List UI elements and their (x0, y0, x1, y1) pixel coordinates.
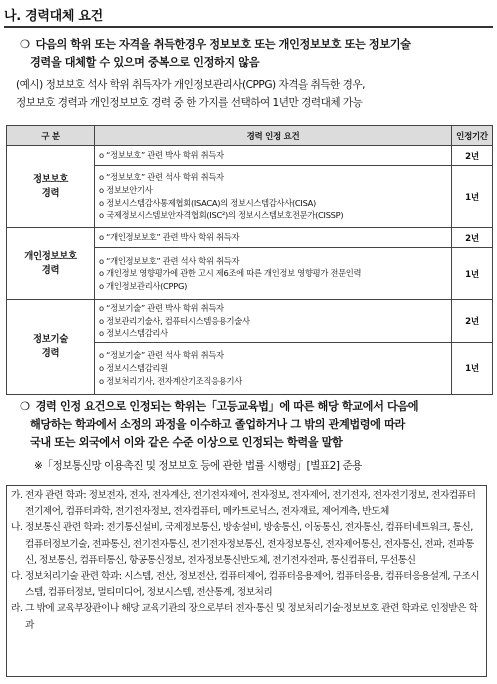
table-row (7, 228, 493, 248)
duration-cell: 2년 (452, 146, 493, 166)
department-entry-a: 가. 전자 관련 학과: 정보전자, 전자, 전자계산, 전기전자제어, 전자정보, 전자제어, 전기전자, 전자전기정보, 전자컴퓨터전기제어, 컴퓨터과학, 전기전자정보, 전자컴퓨터, 메카트로닉스, 전자재료, 제어계측, 반도체 (11, 490, 476, 518)
career-requirement-table (6, 125, 493, 395)
category-label: 정보기술 (32, 333, 69, 345)
requirement-cell (95, 146, 452, 166)
duration-cell: 1년 (452, 166, 493, 228)
category-label: 개인정보보호 (24, 250, 77, 262)
requirement-item: o “정보보호” 관련 박사 학위 취득자 (99, 150, 224, 161)
degree-line-1: 경력 인정 요건으로 인정되는 학위는「고등교육법」에 따른 해당 학교에서 다음에 (35, 400, 419, 413)
example-line-1: (예시) 정보보호 석사 학위 취득자가 개인정보관리사(CPPG) 자격을 취득한 경우, (16, 79, 365, 91)
requirement-item: o 개인정보관리사(CPPG) (99, 280, 188, 291)
requirement-item: o “개인정보보호” 관련 박사 학위 취득자 (99, 232, 240, 243)
requirement-cell (95, 228, 452, 248)
duration-cell: 2년 (452, 228, 493, 248)
requirement-cell (95, 166, 452, 228)
intro-example (16, 77, 494, 112)
requirement-item: o 정보시스템감리원 (99, 362, 168, 373)
table-header-row (7, 126, 493, 146)
intro-line-1: 다음의 학위 또는 자격을 취득한경우 정보보호 또는 개인정보보호 또는 정보기술 (35, 38, 411, 51)
intro-bullet (20, 36, 490, 72)
duration-cell: 1년 (452, 342, 493, 394)
degree-line-2: 해당하는 학과에서 소정의 과정을 이수하고 졸업하거나 그 밖의 관계법령에 따라 (30, 418, 405, 431)
department-entry-c: 다. 정보처리기술 관련 학과: 시스템, 전산, 정보전산, 컴퓨터제어, 컴퓨터응용제어, 컴퓨터응용, 컴퓨터응용설계, 구조시스템, 컴퓨터정보, 멀티미디어, 정보시스템, 전산통계, 정보처리 (11, 571, 480, 599)
circle-bullet-icon: ❍ (20, 38, 30, 51)
header-requirement: 경력 인정 요건 (95, 126, 452, 146)
category-label: 정보보호 (32, 173, 69, 185)
requirement-item: o “정보기술” 관련 석사 학위 취득자 (99, 350, 224, 361)
degree-line-3: 국내 또는 외국에서 이와 같은 수준 이상으로 인정되는 학력을 말함 (30, 436, 343, 449)
category-cell (7, 300, 95, 395)
requirement-item: o 정보보안기사 (99, 184, 153, 195)
requirement-cell (95, 300, 452, 343)
category-label: 경력 (41, 347, 60, 359)
title-underline (4, 26, 493, 28)
law-reference: ※「정보통신망 이용촉진 및 정보보호 등에 관한 법률 시행령」[별표2] 준용 (34, 460, 362, 472)
intro-line-2: 경력을 대체할 수 있으며 중복으로 인정하지 않음 (30, 56, 260, 69)
header-duration: 인정기간 (452, 126, 493, 146)
department-list-box (6, 485, 487, 677)
requirement-item: o 국제정보시스템보안자격협회(ISC²)의 정보시스템보호전문가(CISSP) (99, 210, 344, 221)
duration-cell: 2년 (452, 300, 493, 343)
table-row (7, 300, 493, 343)
table-row (7, 146, 493, 166)
requirement-item: o 개인정보 영향평가에 관한 고시 제6조에 따른 개인정보 영향평가 전문인력 (99, 268, 362, 279)
requirement-item: o “정보보호” 관련 석사 학위 취득자 (99, 172, 224, 183)
requirement-item: o “정보기술” 관련 박사 학위 취득자 (99, 303, 224, 313)
requirement-cell (95, 248, 452, 300)
header-category: 구 분 (7, 126, 95, 146)
requirement-item: o “개인정보보호” 관련 석사 학위 취득자 (99, 255, 240, 266)
requirement-item: o 정보시스템감리사 (99, 328, 168, 339)
circle-bullet-icon: ❍ (20, 400, 30, 413)
category-label: 경력 (41, 187, 60, 199)
example-line-2: 정보보호 경력과 개인정보보호 경력 중 한 가지를 선택하여 1년만 경력대체 가능 (16, 96, 363, 109)
requirement-item: o 정보관리기술사, 컴퓨터시스템응용기술사 (99, 315, 250, 326)
department-entry-d: 라. 그 밖에 교육부장관이나 해당 교육기관의 장으로부터 전자·통신 및 정보처리기술·정보보호 관련 학과로 인정받은 학과 (11, 603, 478, 631)
section-title: 나. 경력대체 요건 (4, 9, 103, 24)
duration-cell: 1년 (452, 248, 493, 300)
category-label: 경력 (41, 264, 60, 276)
requirement-cell (95, 342, 452, 394)
requirement-item: o 정보처리기사, 전자계산기조직응용기사 (99, 375, 242, 386)
requirement-item: o 정보시스템감사통제협회(ISACA)의 정보시스템감사사(CISA) (99, 197, 316, 208)
category-cell (7, 146, 95, 228)
degree-rule-bullet (20, 398, 490, 452)
department-entry-b: 나. 정보통신 관련 학과: 전기통신설비, 국제정보통신, 방송설비, 방송통신, 이동통신, 전자통신, 컴퓨터네트워크, 통신, 컴퓨터정보기술, 전파통신, 전기전자통신, 전기전자정보통신, 전자정보통신, 전자제어통신, 전자통신, 전파, 전파통신, 정보통신, 컴퓨터통신, 항공통신정보, 전자정보통신반도체, 전기전자전파, 통신컴퓨터, 무선통신 (11, 522, 474, 566)
category-cell (7, 228, 95, 300)
